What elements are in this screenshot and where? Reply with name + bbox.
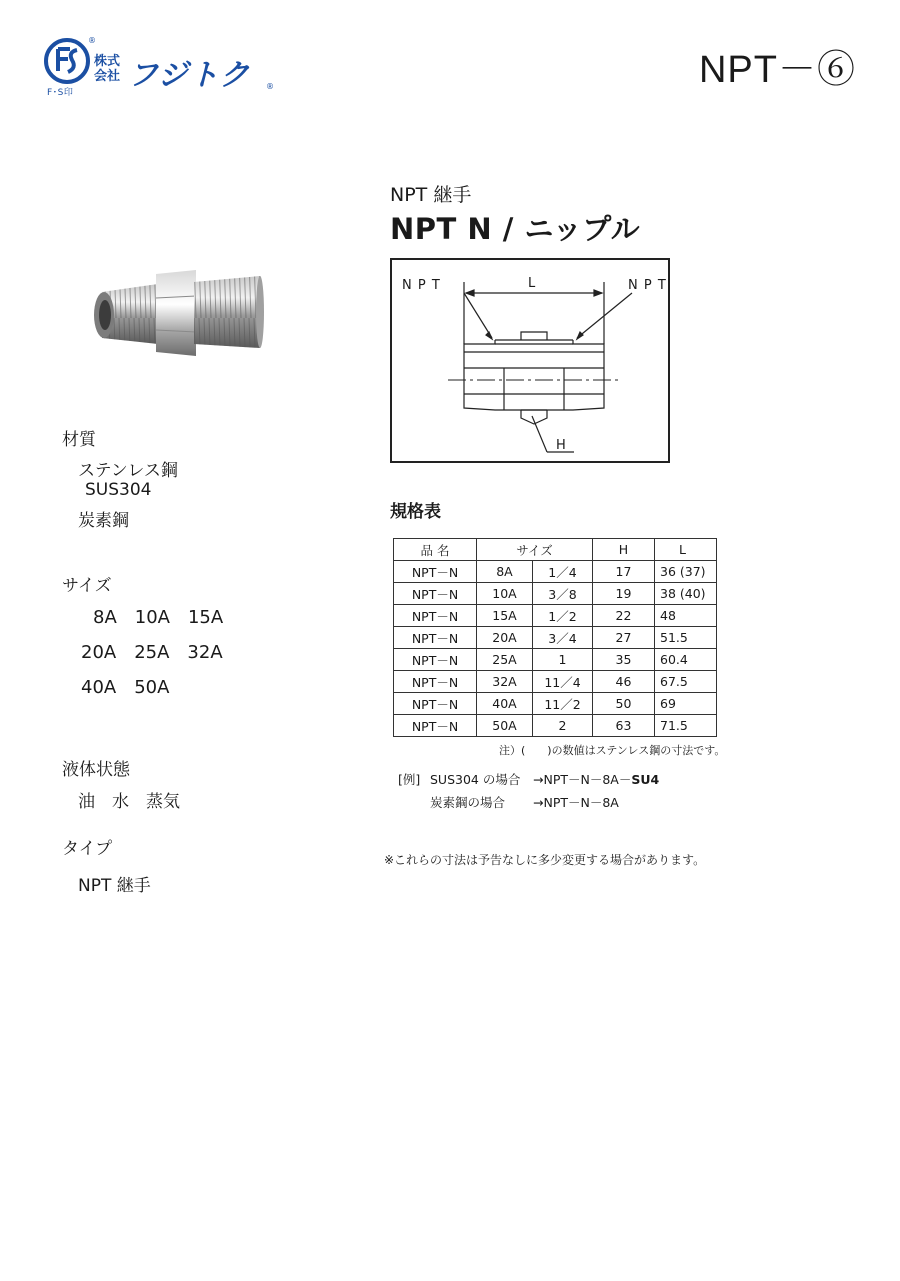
cell-l: 60.4 (655, 649, 717, 671)
cell-l: 51.5 (655, 627, 717, 649)
type-heading: タイプ (62, 839, 113, 859)
cell-h: 35 (593, 649, 655, 671)
fujitoku-emblem-icon (44, 38, 90, 84)
cell-size-a: 25A (477, 649, 533, 671)
registered-mark: ® (88, 36, 96, 45)
sizes-row-1: 8A 10A 15A (93, 607, 224, 628)
material-carbon-steel: 炭素鋼 (78, 511, 129, 531)
logo-sub-text: F･S印 (47, 88, 74, 98)
cell-size-a: 15A (477, 605, 533, 627)
cell-size-inch: 11／2 (533, 693, 593, 715)
cell-size-a: 32A (477, 671, 533, 693)
table-row (394, 583, 717, 605)
cell-h: 17 (593, 561, 655, 583)
table-row (394, 627, 717, 649)
table-row (394, 715, 717, 737)
cell-name: NPT－N (394, 561, 477, 583)
header-h: H (593, 539, 655, 561)
disclaimer: ※これらの寸法は予告なしに多少変更する場合があります。 (384, 853, 706, 867)
cell-l: 48 (655, 605, 717, 627)
cell-size-inch: 1／2 (533, 605, 593, 627)
product-title: NPT N / ニップル (390, 212, 641, 246)
header-l: L (655, 539, 717, 561)
cell-name: NPT－N (394, 693, 477, 715)
dimension-drawing (390, 258, 670, 463)
cell-l: 38 (40) (655, 583, 717, 605)
fluid-value: 油 水 蒸気 (78, 792, 180, 812)
company-logo (44, 38, 284, 98)
cell-size-a: 40A (477, 693, 533, 715)
cell-h: 22 (593, 605, 655, 627)
header-name: 品 名 (394, 539, 477, 561)
example-2-case: 炭素鋼の場合 (430, 795, 506, 810)
cell-name: NPT－N (394, 605, 477, 627)
material-heading: 材質 (62, 430, 96, 450)
registered-mark-2: ® (266, 82, 274, 91)
example-2-code: →NPT－N－8A (533, 795, 619, 810)
cell-name: NPT－N (394, 583, 477, 605)
logo-kabushiki (94, 54, 124, 84)
label-l: L (528, 276, 536, 291)
material-stainless: ステンレス鋼 (78, 461, 178, 481)
cell-h: 27 (593, 627, 655, 649)
cell-size-a: 8A (477, 561, 533, 583)
table-header-row (394, 539, 717, 561)
cell-h: 19 (593, 583, 655, 605)
table-row (394, 561, 717, 583)
logo-kabushiki-line2: 会社 (94, 69, 121, 84)
cell-l: 36 (37) (655, 561, 717, 583)
table-row (394, 649, 717, 671)
label-npt-left: N P T (402, 278, 441, 293)
sizes-row-2: 20A 25A 32A (81, 642, 223, 663)
size-heading: サイズ (62, 576, 112, 596)
logo-kabushiki-line1: 株式 (94, 54, 121, 69)
cell-size-inch: 1／4 (533, 561, 593, 583)
cell-l: 69 (655, 693, 717, 715)
cell-size-inch: 2 (533, 715, 593, 737)
table-row (394, 671, 717, 693)
product-category: NPT 継手 (390, 184, 472, 206)
cell-h: 50 (593, 693, 655, 715)
example-1-case: SUS304 の場合 (430, 772, 521, 787)
cell-name: NPT－N (394, 671, 477, 693)
material-sus304: SUS304 (85, 480, 152, 500)
page-code: NPT－⑥ (698, 49, 856, 91)
product-photo (88, 258, 278, 368)
cell-size-a: 50A (477, 715, 533, 737)
example-1-code (533, 770, 659, 788)
example-label: [例] (398, 772, 421, 787)
table-note: 注）( )の数値はステンレス鋼の寸法です。 (499, 744, 726, 757)
example-1-code-text: →NPT－N－8A－ (533, 772, 632, 787)
cell-size-a: 20A (477, 627, 533, 649)
cell-size-inch: 3／8 (533, 583, 593, 605)
fluid-heading: 液体状態 (62, 760, 130, 780)
table-row (394, 605, 717, 627)
cell-l: 67.5 (655, 671, 717, 693)
cell-l: 71.5 (655, 715, 717, 737)
type-value: NPT 継手 (78, 876, 151, 896)
cell-size-inch: 3／4 (533, 627, 593, 649)
header-size: サイズ (477, 539, 593, 561)
spec-table (393, 538, 717, 737)
spec-table-title: 規格表 (390, 502, 441, 522)
cell-name: NPT－N (394, 715, 477, 737)
cell-name: NPT－N (394, 627, 477, 649)
cell-h: 46 (593, 671, 655, 693)
logo-company-name: フジトク (128, 58, 251, 93)
cell-size-inch: 1 (533, 649, 593, 671)
cell-size-inch: 11／4 (533, 671, 593, 693)
cell-name: NPT－N (394, 649, 477, 671)
cell-size-a: 10A (477, 583, 533, 605)
example-1-suffix: SU4 (631, 772, 660, 787)
label-h: H (556, 438, 566, 453)
cell-h: 63 (593, 715, 655, 737)
label-npt-right: N P T (628, 278, 667, 293)
table-row (394, 693, 717, 715)
sizes-row-3: 40A 50A (81, 677, 170, 698)
